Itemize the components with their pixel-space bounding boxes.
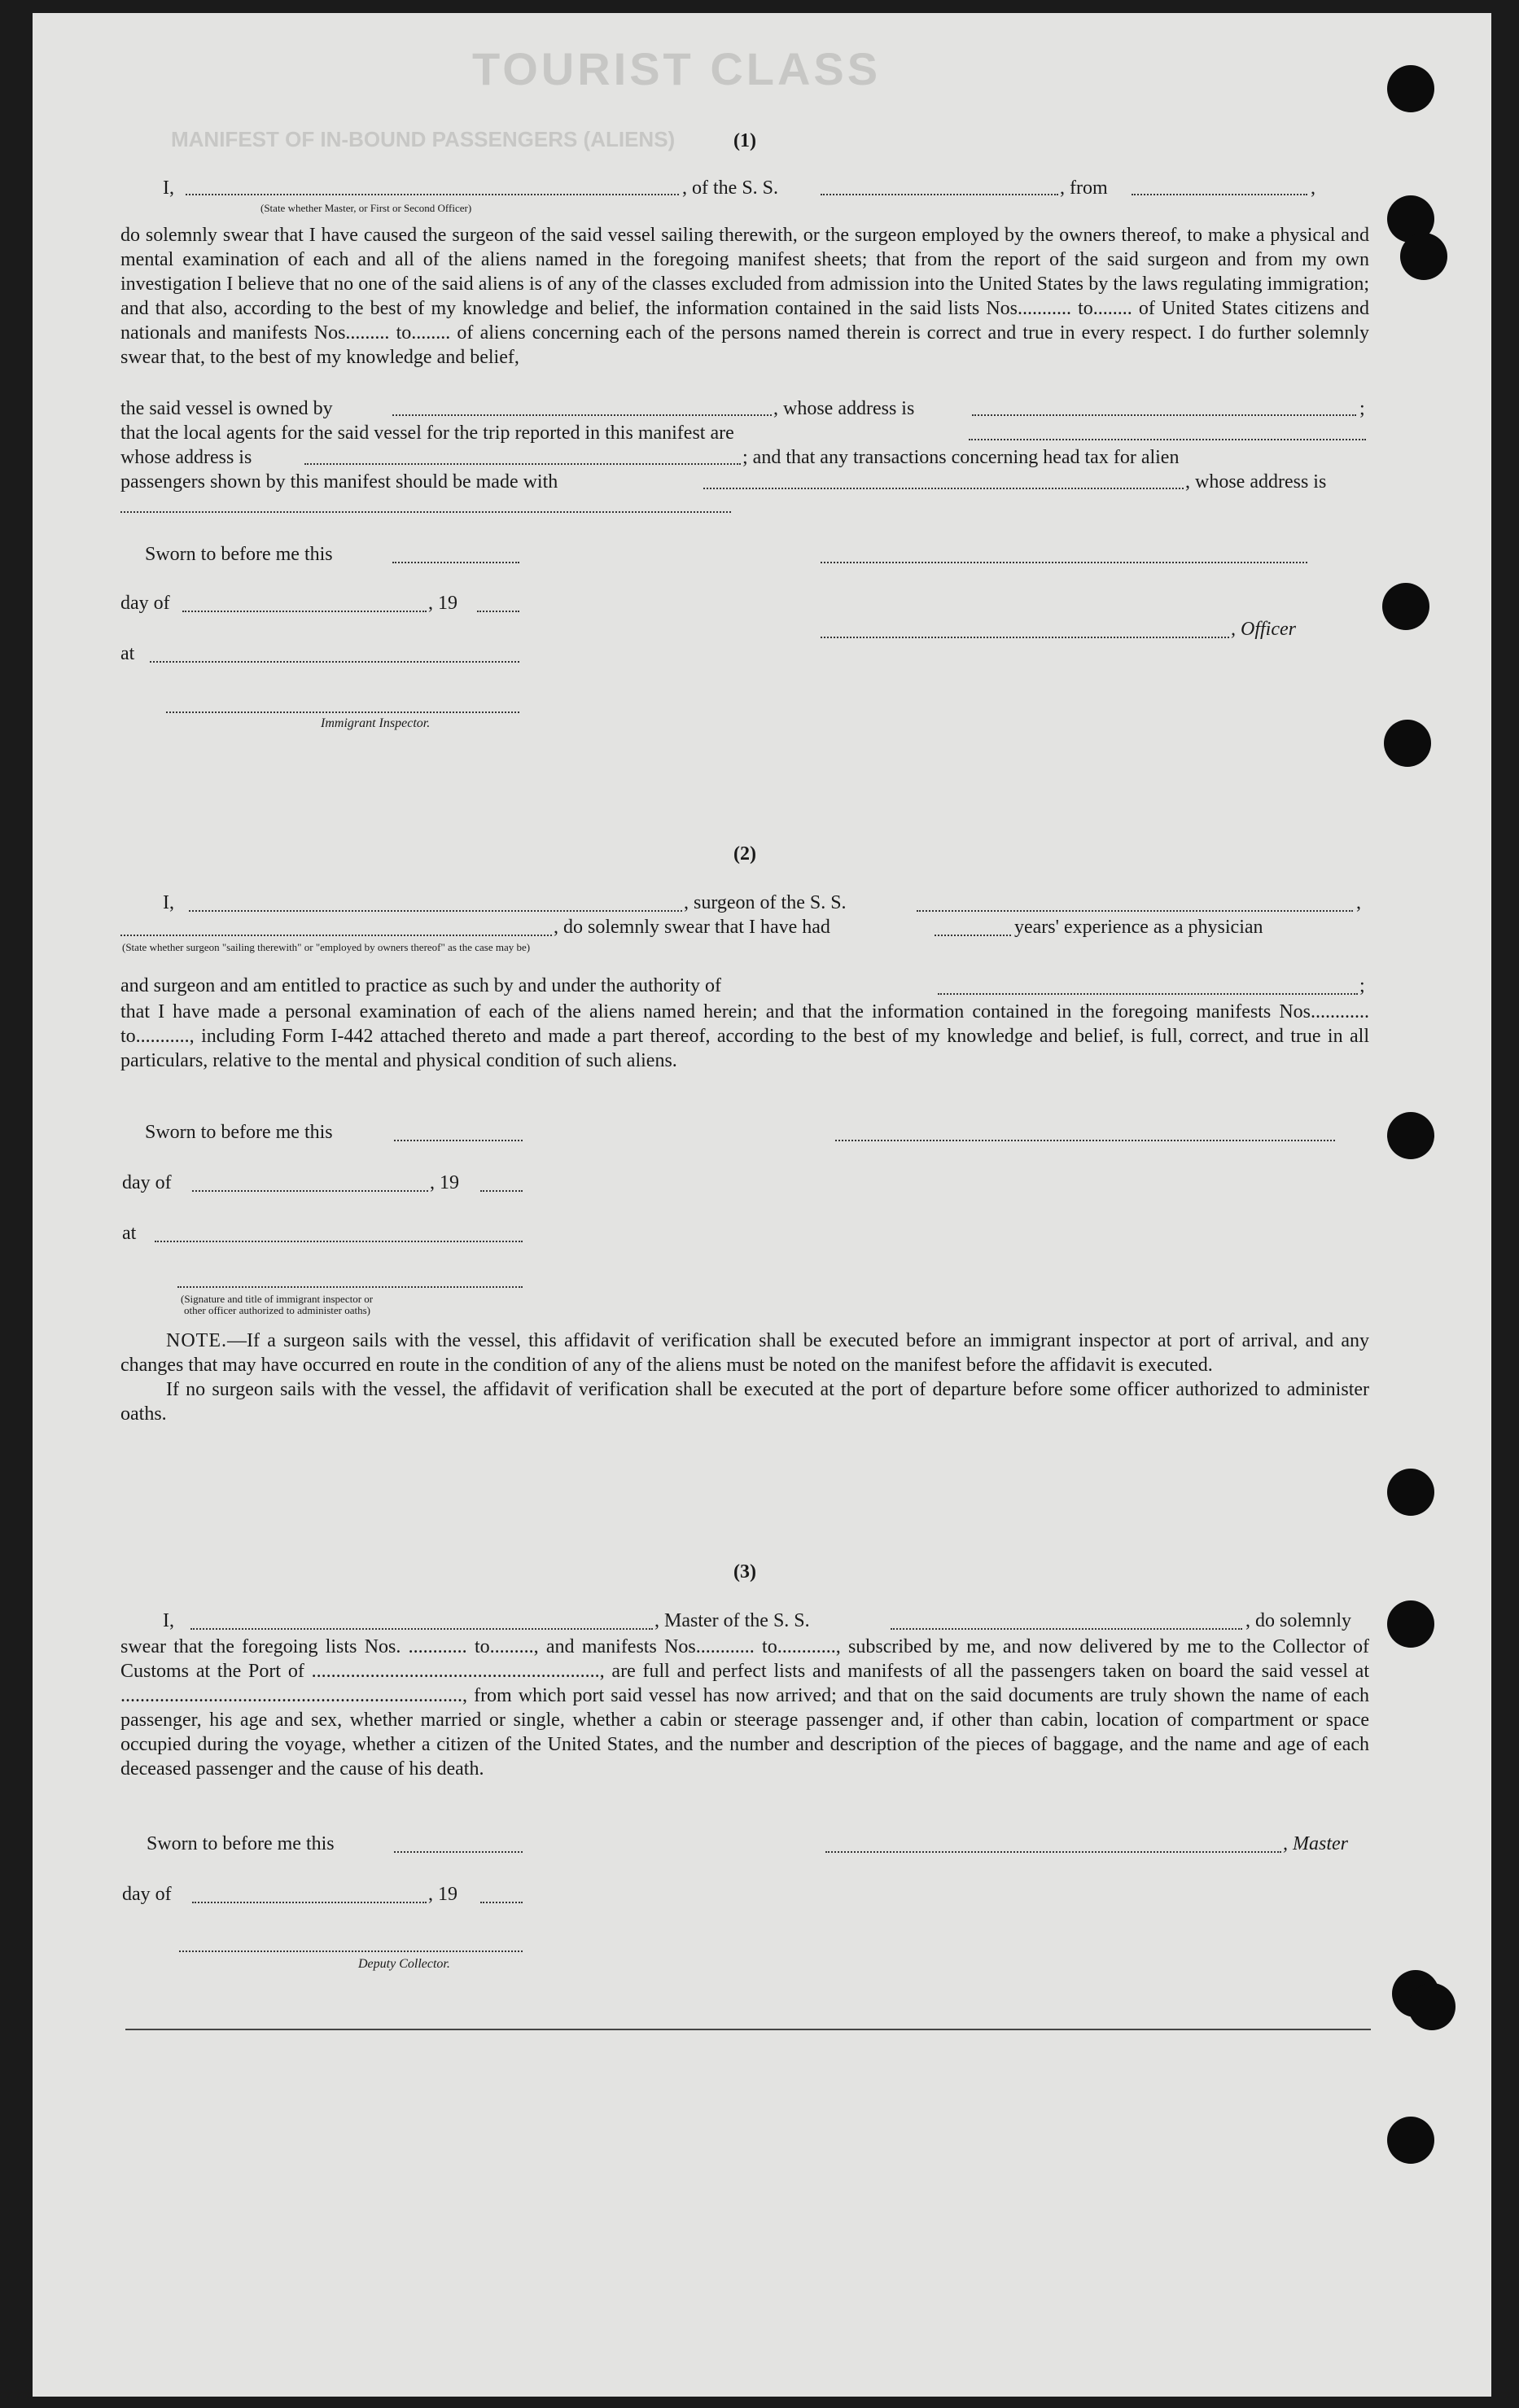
master-name-blank (190, 1628, 653, 1630)
deputy-signature-blank (179, 1950, 523, 1952)
punch-hole (1408, 1983, 1456, 2030)
head-tax-address-label: , whose address is (1185, 471, 1327, 493)
punch-hole (1384, 720, 1431, 767)
surgeon-note (120, 1329, 1369, 1377)
day-of-blank (192, 1902, 427, 1903)
punch-hole (1387, 1469, 1434, 1516)
at-blank (155, 1241, 523, 1242)
year-label: , 19 (428, 1884, 457, 1905)
officer-name-blank (186, 194, 679, 195)
surgeon-of-ss-label: , surgeon of the S. S. (684, 892, 847, 913)
year-blank (477, 611, 519, 612)
from-label: , from (1060, 177, 1108, 199)
head-tax-agent-blank (703, 488, 1184, 489)
years-experience-label: , do solemnly swear that I have had (554, 917, 830, 938)
ghost-title: TOURIST CLASS (472, 43, 882, 94)
sworn-label: Sworn to before me this (145, 544, 333, 565)
day-of-blank (192, 1190, 428, 1192)
semicolon: ; (1359, 398, 1365, 419)
i-label: I, (163, 1610, 174, 1631)
owned-by-label: the said vessel is owned by (120, 398, 333, 419)
inspector-signature-blank (166, 711, 519, 713)
section2-body: that I have made a personal examination of each of the aliens named herein; and that the information contained in the foregoing manifests Nos............ to..........., including Form I-442 attached thereto and made a part thereof, according to the best of my knowledge and belief, is full, correct, and true in all particulars, relative to the mental and physical condition of such aliens. (120, 1001, 1369, 1071)
i-label: I, (163, 892, 174, 913)
officer-title-blank (821, 637, 1229, 638)
master-label: , Master (1283, 1833, 1348, 1854)
local-agents-label: that the local agents for the said vessel for the trip reported in this manifest are (120, 422, 734, 444)
sworn-blank (394, 1851, 523, 1853)
surgeon-caption: (State whether surgeon "sailing therewith" or "employed by owners thereof" as the case may be) (122, 941, 531, 953)
day-of-label: day of (122, 1884, 172, 1905)
comma: , (1356, 892, 1361, 913)
note-label: NOTE. (166, 1330, 227, 1351)
manifest-verification-page (33, 13, 1491, 2397)
surgeon-name-blank (189, 910, 682, 912)
master-vessel-blank (891, 1628, 1242, 1630)
deputy-caption: Deputy Collector. (358, 1957, 450, 1971)
ghost-subtitle: MANIFEST OF IN-BOUND PASSENGERS (ALIENS) (171, 127, 676, 151)
punch-hole (1387, 1112, 1434, 1159)
master-of-ss-label: , Master of the S. S. (654, 1610, 810, 1631)
punch-hole (1382, 583, 1429, 630)
section-number: (1) (733, 130, 756, 151)
practice-label: and surgeon and am entitled to practice as such by and under the authority of (120, 975, 721, 996)
year-label: , 19 (430, 1172, 459, 1193)
inspector-caption: Immigrant Inspector. (321, 716, 431, 730)
no-surgeon-note: If no surgeon sails with the vessel, the affidavit of verification shall be executed at the port of departure before some officer authorized to administer oaths. (120, 1379, 1369, 1425)
from-port-blank (1132, 194, 1307, 195)
officer-caption: (State whether Master, or First or Second Officer) (260, 202, 472, 214)
surgeon-signature-blank (835, 1140, 1335, 1141)
physician-label: years' experience as a physician (1014, 917, 1263, 938)
punch-hole (1387, 2117, 1434, 2164)
at-label: at (120, 643, 135, 664)
punch-hole (1400, 233, 1447, 280)
agents-blank (969, 439, 1366, 440)
semicolon: ; (1359, 975, 1365, 996)
sworn-label: Sworn to before me this (147, 1833, 335, 1854)
i-label: I, (163, 177, 174, 199)
year-blank (480, 1902, 523, 1903)
footer-rule (125, 2029, 1371, 2030)
section3-body: swear that the foregoing lists Nos. ............ to........., and manifests Nos............ to............, subscribed by me, and now delivered by me to the Collector of Customs at the Port of ..........................................................., are full and perfect lists and manifests of all the passengers taken on board the said vessel at ......................................................................, from which port said vessel has now arrived; and that on the said documents are truly shown the name of each passenger, his age and sex, whether married or single, whether a cabin or steerage passenger and, if other than cabin, location of compartment or space occupied during the voyage, whether a citizen of the United States, and the number and description of the pieces of baggage, and the name and age of each deceased passenger and the cause of his death. (120, 1636, 1369, 1780)
master-signature-blank (825, 1851, 1281, 1853)
day-of-label: day of (120, 593, 170, 614)
signature-caption-2: other officer authorized to administer oaths) (184, 1304, 370, 1316)
at-label: at (122, 1223, 137, 1244)
day-of-blank (182, 611, 427, 612)
authority-blank (938, 993, 1358, 995)
punch-hole (1387, 65, 1434, 112)
sworn-label: Sworn to before me this (145, 1122, 333, 1143)
agent-address-blank (304, 463, 741, 465)
years-blank (935, 935, 1011, 936)
head-tax-label: ; and that any transactions concerning head tax for alien (742, 447, 1180, 468)
sworn-blank (394, 1140, 523, 1141)
passengers-label: passengers shown by this manifest should be made with (120, 471, 558, 493)
head-tax-address-blank (120, 511, 731, 513)
year-label: , 19 (428, 593, 457, 614)
whose-address-label: , whose address is (773, 398, 915, 419)
of-the-ss-label: , of the S. S. (682, 177, 779, 199)
punch-hole (1387, 1600, 1434, 1648)
day-of-label: day of (122, 1172, 172, 1193)
comma: , (1311, 177, 1315, 199)
note-text: —If a surgeon sails with the vessel, this affidavit of verification shall be executed before an immigrant inspector at port of arrival, and any changes that may have occurred en route in the condition of any of the aliens must be noted on the manifest before the affidavit is executed. (120, 1330, 1369, 1376)
section-number: (3) (733, 1561, 756, 1583)
agent-address-label: whose address is (120, 447, 252, 468)
section1-body: do solemnly swear that I have caused the surgeon of the said vessel sailing therewith, or the surgeon employed by the owners thereof, to make a physical and mental examination of each and all of the aliens named in the foregoing manifest sheets; that from the report of the said surgeon and from my own investigation I believe that no one of the said aliens is of any of the classes excluded from admission into the United States by the laws regulating immigration; and that also, according to the best of my knowledge and belief, the information contained in the said lists Nos........... to........ of United States citizens and nationals and manifests Nos......... to........ of aliens concerning each of the persons named therein is correct and true in every respect. I do further solemnly swear that, to the best of my knowledge and belief, (120, 225, 1369, 368)
year-blank (480, 1190, 523, 1192)
authorized-officer-signature-blank (177, 1286, 523, 1288)
do-solemnly-label: , do solemnly (1245, 1610, 1351, 1631)
vessel-name-blank (821, 194, 1058, 195)
sworn-blank (392, 562, 519, 563)
section-number: (2) (733, 843, 756, 865)
signature-caption-1: (Signature and title of immigrant inspector or (181, 1293, 374, 1305)
surgeon-vessel-blank (917, 910, 1353, 912)
owner-address-blank (972, 414, 1356, 416)
owner-blank (392, 414, 772, 416)
officer-signature-blank (821, 562, 1307, 563)
surgeon-status-blank (120, 935, 552, 936)
officer-label: , Officer (1231, 619, 1296, 640)
at-blank (150, 661, 519, 663)
